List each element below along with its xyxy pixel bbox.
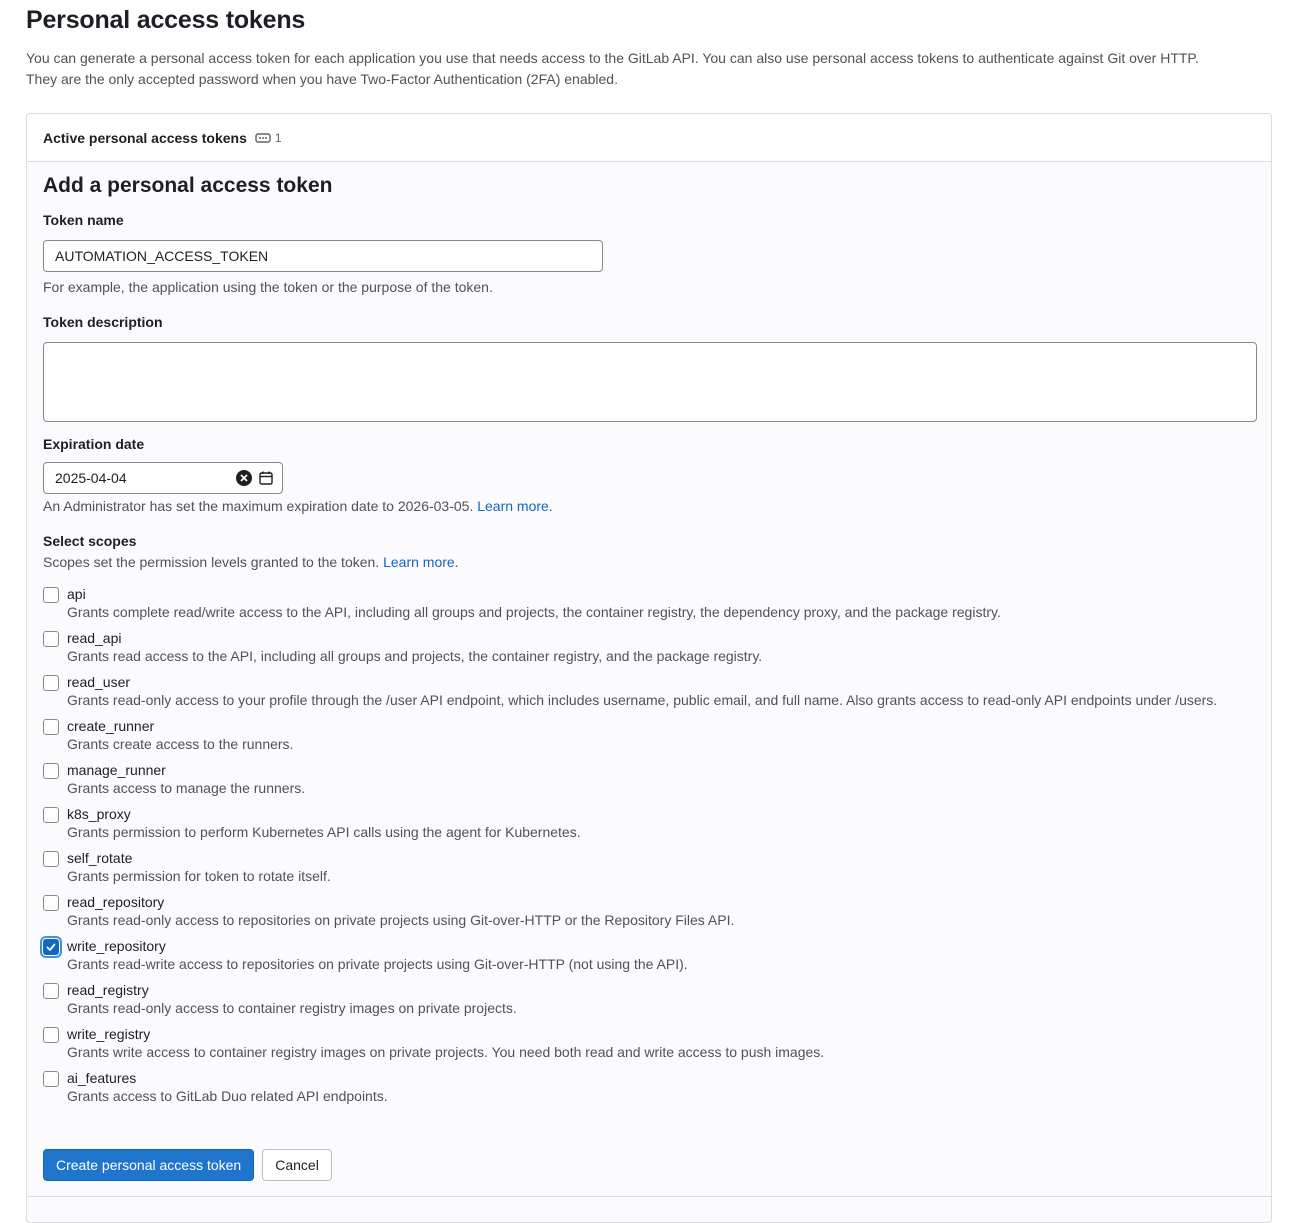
expiration-help-text: An Administrator has set the maximum expiration date to 2026-03-05.	[43, 498, 474, 514]
scope-read-user[interactable]	[43, 672, 1257, 708]
scope-name[interactable]: read_user	[67, 674, 131, 690]
scope-description: Grants write access to container registry images on private projects. You need both read and write access to push images.	[67, 1044, 825, 1060]
scope-checkbox[interactable]	[43, 763, 59, 779]
token-count-badge	[255, 131, 282, 145]
scope-name[interactable]: read_registry	[67, 982, 149, 998]
scope-description: Grants read-only access to container registry images on private projects.	[67, 1000, 517, 1016]
scope-k8s-proxy[interactable]	[43, 804, 1257, 840]
scope-description: Grants access to manage the runners.	[67, 780, 306, 796]
scope-description: Grants read-only access to your profile through the /user API endpoint, which includes username, public email, and full name. Also grants access to read-only API endpoints under /users.	[67, 692, 1218, 708]
scope-description: Grants permission for token to rotate itself.	[67, 868, 331, 884]
scope-checkbox[interactable]	[43, 983, 59, 999]
intro-line-2: They are the only accepted password when you have Two-Factor Authentication (2FA) enabled.	[26, 71, 618, 87]
intro-line-1: You can generate a personal access token for each application you use that needs access to the GitLab API. You can also use personal access tokens to authenticate against Git over HTTP.	[26, 50, 1199, 66]
expiration-date-input[interactable]	[43, 462, 283, 494]
cancel-button[interactable]: Cancel	[262, 1149, 332, 1181]
scope-name[interactable]: ai_features	[67, 1070, 137, 1086]
scope-name[interactable]: create_runner	[67, 718, 155, 734]
scope-name[interactable]: manage_runner	[67, 762, 166, 778]
expiration-learn-more-link[interactable]: Learn more.	[477, 498, 553, 514]
active-tokens-title: Active personal access tokens	[43, 129, 247, 146]
page-title: Personal access tokens	[26, 6, 306, 34]
scope-manage-runner[interactable]	[43, 760, 1257, 796]
scope-description: Grants create access to the runners.	[67, 736, 294, 752]
form-actions	[43, 1149, 332, 1181]
scope-write-registry[interactable]	[43, 1024, 1257, 1060]
scope-checkbox[interactable]	[43, 587, 59, 603]
scope-description: Grants read-write access to repositories on private projects using Git-over-HTTP (not using the API).	[67, 956, 688, 972]
scope-description: Grants access to GitLab Duo related API endpoints.	[67, 1088, 388, 1104]
token-name-label: Token name	[43, 212, 124, 228]
expiration-date-value: 2025-04-04	[55, 470, 127, 486]
scope-name[interactable]: write_registry	[67, 1026, 151, 1042]
scope-checkbox[interactable]	[43, 939, 59, 955]
scopes-help	[43, 554, 459, 570]
scope-checkbox[interactable]	[43, 631, 59, 647]
token-description-textarea[interactable]	[43, 342, 1257, 422]
scope-create-runner[interactable]	[43, 716, 1257, 752]
scope-description: Grants read-only access to repositories on private projects using Git-over-HTTP or the Repository Files API.	[67, 912, 735, 928]
scope-checkbox[interactable]	[43, 851, 59, 867]
scope-checkbox[interactable]	[43, 1071, 59, 1087]
token-name-input[interactable]: AUTOMATION_ACCESS_TOKEN	[43, 240, 603, 272]
expiration-date-label: Expiration date	[43, 436, 145, 452]
checkmark-icon	[45, 941, 57, 953]
scope-read-registry[interactable]	[43, 980, 1257, 1016]
scope-description: Grants permission to perform Kubernetes API calls using the agent for Kubernetes.	[67, 824, 581, 840]
tokens-card	[26, 113, 1272, 1223]
scope-api[interactable]	[43, 584, 1257, 620]
calendar-icon[interactable]	[258, 470, 274, 486]
scope-name[interactable]: k8s_proxy	[67, 806, 131, 822]
scope-description: Grants complete read/write access to the API, including all groups and projects, the container registry, the dependency proxy, and the package registry.	[67, 604, 1001, 620]
token-name-help: For example, the application using the token or the purpose of the token.	[43, 279, 493, 295]
token-count: 1	[274, 130, 282, 145]
scope-name[interactable]: self_rotate	[67, 850, 133, 866]
scope-write-repository[interactable]	[43, 936, 1257, 972]
scope-name[interactable]: read_api	[67, 630, 122, 646]
card-header	[27, 114, 1271, 162]
scope-ai-features[interactable]	[43, 1068, 1257, 1104]
scope-name[interactable]: api	[67, 586, 86, 602]
scope-checkbox[interactable]	[43, 719, 59, 735]
scopes-learn-more-link[interactable]: Learn more.	[383, 554, 459, 570]
card-divider	[27, 1196, 1271, 1197]
scope-checkbox[interactable]	[43, 895, 59, 911]
scope-description: Grants read access to the API, including all groups and projects, the container registry, and the package registry.	[67, 648, 763, 664]
scopes-list	[43, 584, 1257, 1112]
create-token-button[interactable]: Create personal access token	[43, 1149, 254, 1181]
scope-checkbox[interactable]	[43, 807, 59, 823]
token-icon	[255, 133, 271, 143]
page-description	[26, 48, 1286, 90]
token-description-label: Token description	[43, 314, 163, 330]
scope-checkbox[interactable]	[43, 675, 59, 691]
scope-read-repository[interactable]	[43, 892, 1257, 928]
scope-name[interactable]: write_repository	[67, 938, 166, 954]
form-heading: Add a personal access token	[43, 174, 333, 197]
scope-self-rotate[interactable]	[43, 848, 1257, 884]
clear-date-icon[interactable]	[236, 470, 252, 486]
scopes-help-text: Scopes set the permission levels granted to the token.	[43, 554, 380, 570]
select-scopes-label: Select scopes	[43, 533, 137, 549]
scope-name[interactable]: read_repository	[67, 894, 165, 910]
scope-read-api[interactable]	[43, 628, 1257, 664]
expiration-help	[43, 498, 553, 514]
scope-checkbox[interactable]	[43, 1027, 59, 1043]
